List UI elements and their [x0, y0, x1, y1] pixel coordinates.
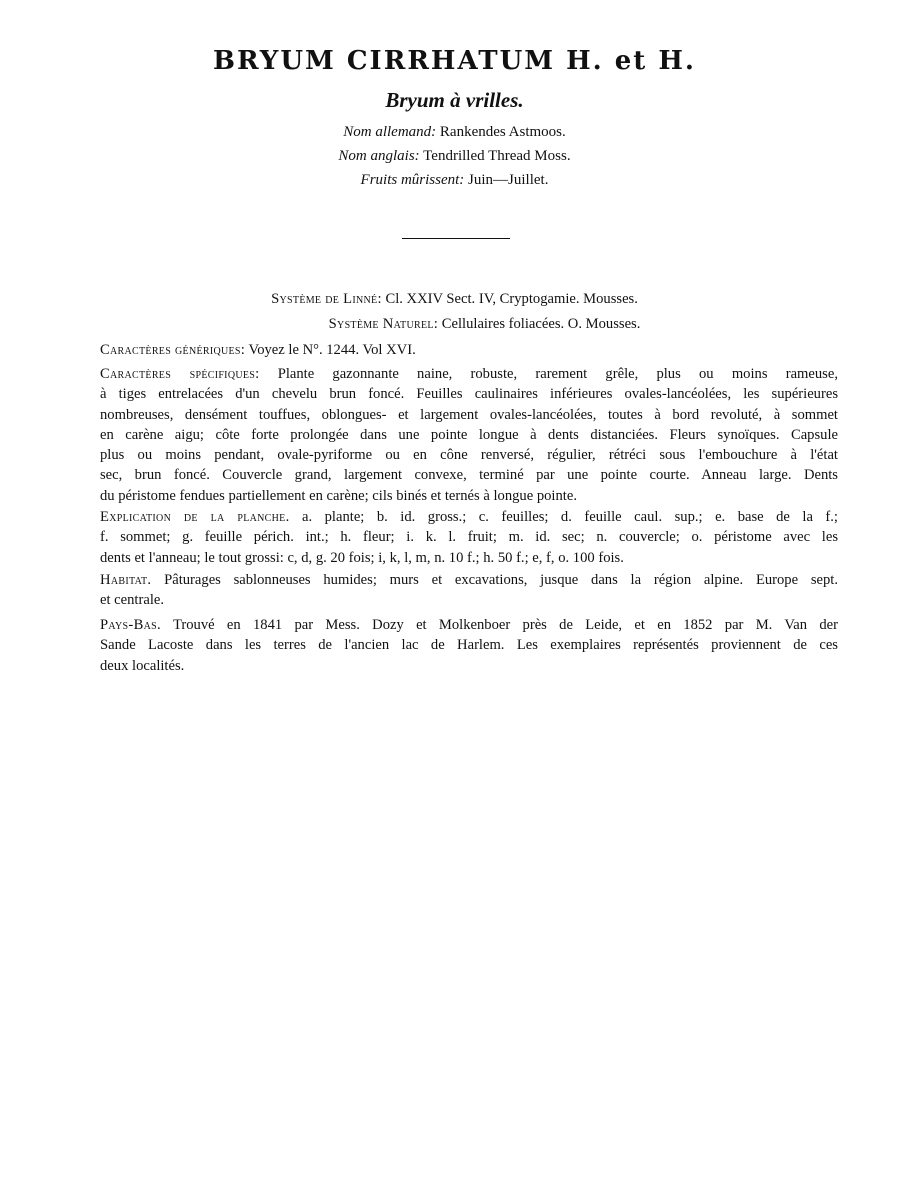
natural-system-line	[0, 316, 909, 333]
specific-characters-label: Caractères spécifiques:	[100, 366, 260, 382]
specific-line-text: Plante gazonnante naine, robuste, rarement grêle, plus ou moins rameuse,	[277, 366, 838, 382]
linne-system-value: Cl. XXIV Sect. IV, Cryptogamie. Mousses.	[385, 291, 638, 307]
netherlands-label: Pays-Bas.	[100, 617, 161, 633]
german-name-value: Rankendes Astmoos.	[439, 124, 566, 140]
page-title: BRYUM CIRRHATUM H. et H.	[213, 46, 696, 76]
habitat-line-text: Pâturages sablonneuses humides; murs et excavations, jusque dans la région alpine. Europe sept.	[164, 572, 838, 588]
specific-line: en carène aigu; côte forte prolongée dans une pointe longue à dents distanciées. Fleurs synoïques. Capsule	[100, 426, 838, 443]
section-divider	[402, 238, 510, 239]
fruiting-label: Fruits mûrissent:	[360, 172, 465, 188]
generic-characters-value: Voyez le N°. 1244. Vol XVI.	[248, 342, 416, 358]
explanation-line: f. sommet; g. feuille périch. int.; h. fleur; i. k. l. fruit; m. id. sec; n. couvercle; o. péristome avec les	[100, 529, 838, 546]
netherlands-line: Sande Lacoste dans les terres de l'ancien lac de Harlem. Les exemplaires représentés proviennent de ces	[100, 637, 838, 654]
natural-system-value: Cellulaires foliacées. O. Mousses.	[441, 316, 641, 332]
generic-characters-line	[100, 342, 416, 359]
generic-characters-label: Caractères génériques:	[100, 342, 246, 358]
habitat-label: Habitat.	[100, 572, 152, 588]
page-subtitle: Bryum à vrilles.	[385, 88, 524, 112]
fruiting-line	[0, 172, 909, 189]
specific-characters-paragraph	[100, 364, 838, 506]
explanation-line	[100, 507, 838, 527]
habitat-line	[100, 570, 838, 590]
explanation-line: dents et l'anneau; le tout grossi: c, d, g. 20 fois; i, k, l, m, n. 10 f.; h. 50 f.; e, f, o. 100 fois.	[100, 549, 624, 566]
german-name-label: Nom allemand:	[343, 124, 437, 140]
fruiting-value: Juin—Juillet.	[468, 172, 549, 188]
plate-explanation-label: Explication de la planche.	[100, 509, 290, 525]
specific-line: à tiges entrelacées d'un chevelu brun foncé. Feuilles caulinaires inférieures ovales-lancéolées, les supérieures	[100, 386, 838, 403]
linne-system-line	[0, 291, 909, 308]
specific-line: sec, brun foncé. Couvercle grand, largement convexe, terminé par une pointe courte. Anneau large. Dents	[100, 467, 838, 484]
habitat-line: et centrale.	[100, 592, 165, 609]
german-name-line	[0, 124, 909, 141]
netherlands-line-text: Trouvé en 1841 par Mess. Dozy et Molkenboer près de Leide, et en 1852 par M. Van der	[172, 617, 838, 633]
english-name-value: Tendrilled Thread Moss.	[423, 148, 571, 164]
specific-line: plus ou moins pendant, ovale-pyriforme ou en cône renversé, régulier, rétréci sous l'embouchure à l'état	[100, 447, 838, 464]
natural-system-label: Système Naturel:	[328, 316, 439, 332]
linne-system-label: Système de Linné:	[271, 291, 382, 307]
specific-line: nombreuses, densément touffues, oblongues- et largement ovales-lancéolées, toutes à bord revoluté, à sommet	[100, 406, 838, 423]
habitat-paragraph	[100, 570, 838, 611]
netherlands-line: deux localités.	[100, 657, 185, 674]
explanation-line-text: a. plante; b. id. gross.; c. feuilles; d. feuille caul. sup.; e. base de la f.;	[302, 509, 838, 525]
specific-line	[100, 364, 838, 384]
netherlands-line	[100, 615, 838, 635]
plate-explanation-paragraph	[100, 507, 838, 568]
english-name-line	[0, 148, 909, 165]
netherlands-paragraph	[100, 615, 838, 676]
specific-line: du péristome fendues partiellement en carène; cils binés et ternés à longue pointe.	[100, 487, 577, 504]
english-name-label: Nom anglais:	[338, 148, 420, 164]
